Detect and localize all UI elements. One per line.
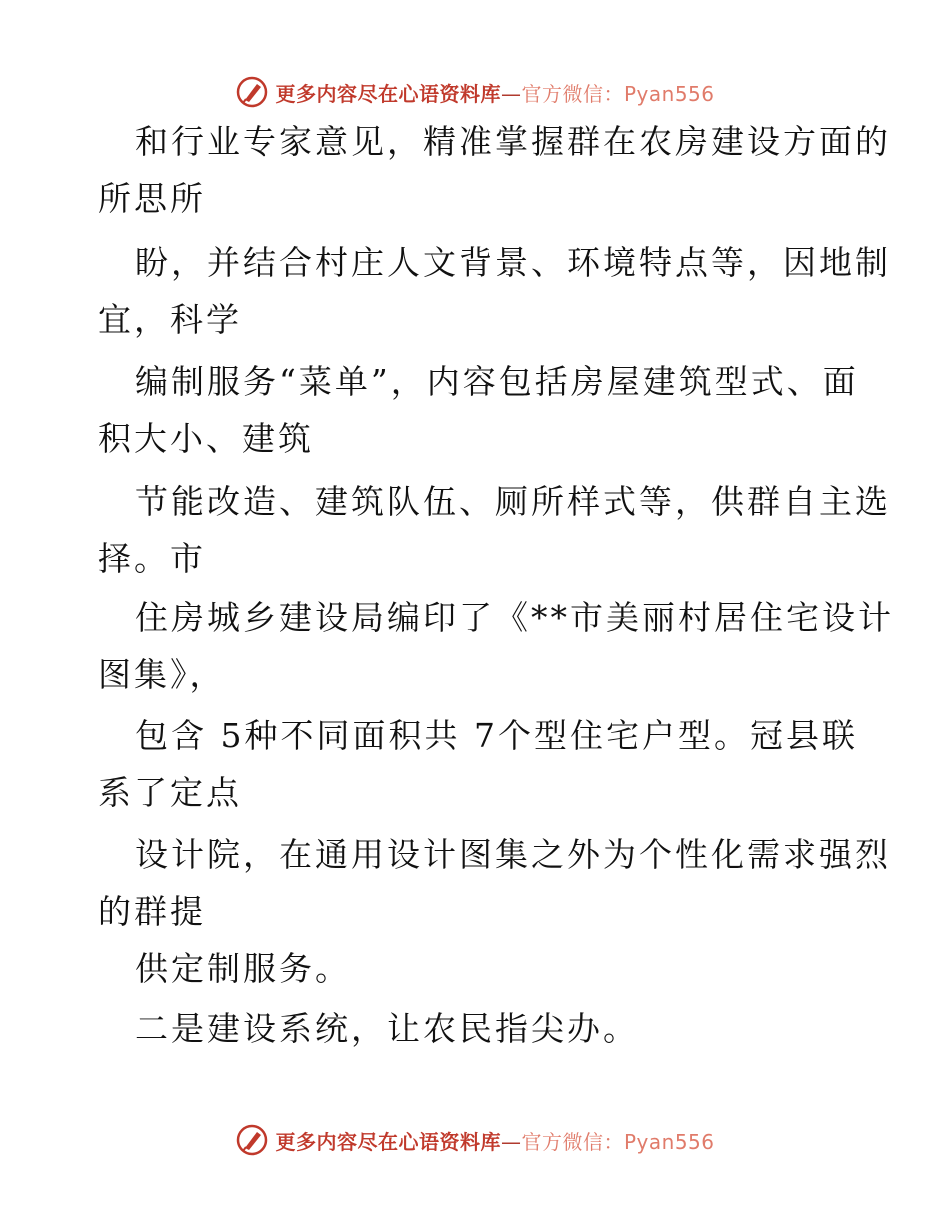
body-line: 住房城乡建设局编印了《**市美丽村居住宅设计 bbox=[135, 598, 894, 637]
watermark-wechat-id: Pyan556 bbox=[623, 1129, 715, 1154]
body-line: 的群提 bbox=[98, 892, 206, 931]
header-watermark bbox=[0, 72, 950, 112]
watermark-wechat-label: 官方微信： bbox=[521, 1129, 624, 1154]
watermark-wechat-label: 官方微信： bbox=[521, 81, 624, 106]
body-line: 盼，并结合村庄人文背景、环境特点等，因地制 bbox=[135, 243, 891, 282]
watermark-dash: — bbox=[500, 1129, 522, 1154]
body-line: 供定制服务。 bbox=[135, 949, 351, 988]
body-line: 积大小、建筑 bbox=[98, 419, 314, 458]
body-line: 宜，科学 bbox=[98, 300, 242, 339]
body-line: 二是建设系统，让农民指尖办。 bbox=[135, 1009, 639, 1048]
watermark-dash: — bbox=[500, 81, 522, 106]
body-line: 所思所 bbox=[98, 179, 206, 218]
body-line: 编制服务“菜单”，内容包括房屋建筑型式、面 bbox=[135, 362, 859, 401]
body-line: 包含 5种不同面积共 7个型住宅户型。冠县联 bbox=[135, 716, 858, 755]
body-line: 设计院，在通用设计图集之外为个性化需求强烈 bbox=[135, 835, 891, 874]
quill-pen-logo-icon bbox=[235, 1123, 269, 1157]
watermark-brand: 更多内容尽在心语资料库 bbox=[275, 1129, 501, 1154]
body-line: 节能改造、建筑队伍、厕所样式等，供群自主选 bbox=[135, 482, 891, 521]
body-line: 系了定点 bbox=[98, 773, 242, 812]
footer-watermark bbox=[0, 1120, 950, 1160]
watermark-wechat-id: Pyan556 bbox=[623, 81, 715, 106]
body-line: 和行业专家意见，精准掌握群在农房建设方面的 bbox=[135, 122, 891, 161]
body-line: 图集》， bbox=[98, 655, 226, 694]
quill-pen-logo-icon bbox=[235, 75, 269, 109]
watermark-text bbox=[275, 1126, 714, 1155]
body-line: 择。市 bbox=[98, 539, 206, 578]
watermark-text bbox=[275, 78, 714, 107]
watermark-brand: 更多内容尽在心语资料库 bbox=[275, 81, 501, 106]
